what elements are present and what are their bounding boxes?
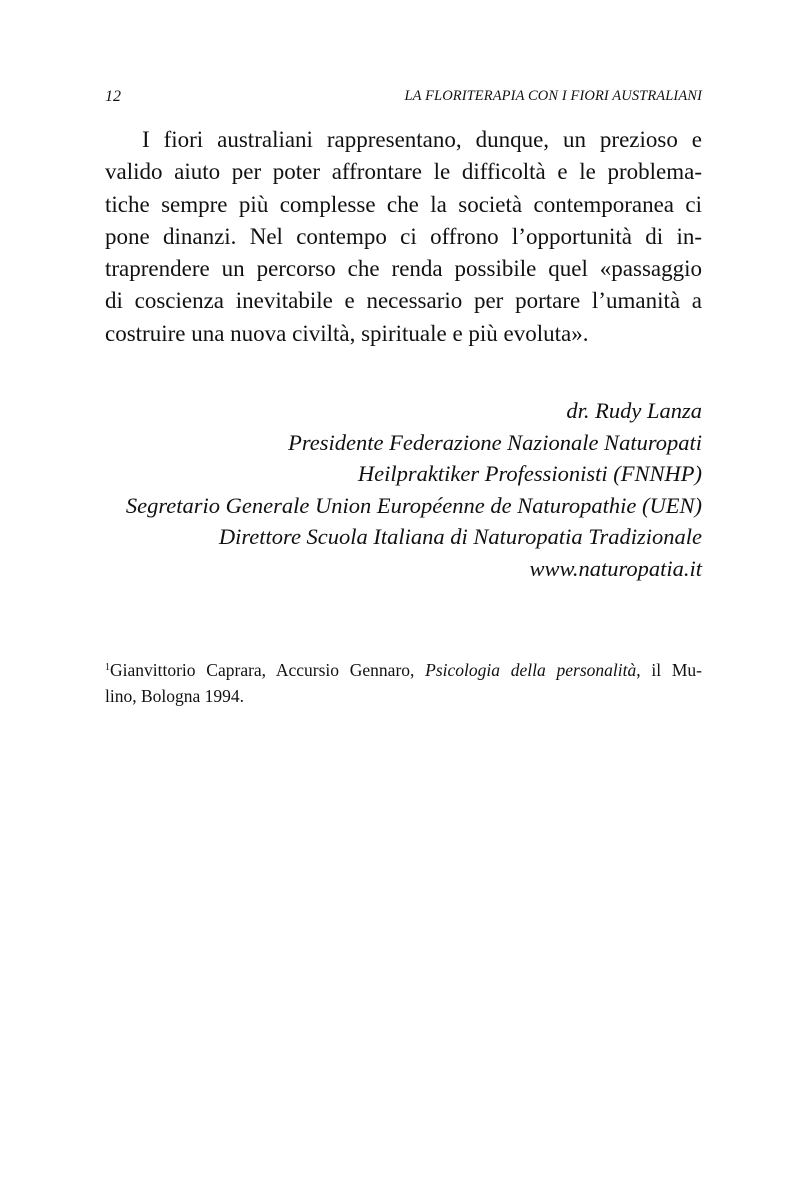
- signature-title: Heilpraktiker Professionisti (FNNHP): [357, 461, 702, 486]
- signature-name: dr. Rudy Lanza: [566, 398, 702, 423]
- running-head: [105, 88, 702, 112]
- body-paragraph: [105, 124, 702, 350]
- body-line: pone dinanzi. Nel contempo ci offrono l’opportunità di in-: [105, 223, 702, 249]
- signature-title: Presidente Federazione Nazionale Naturopati: [288, 429, 702, 455]
- body-line: tiche sempre più complesse che la società contemporanea ci: [105, 191, 702, 217]
- signature-block: [105, 395, 702, 584]
- body-line: valido aiuto per poter affrontare le difficoltà e le problema-: [105, 159, 702, 185]
- footnote-line: lino, Bologna 1994.: [105, 686, 245, 706]
- body-line: di coscienza inevitabile e necessario per portare l’umanità a: [105, 288, 702, 314]
- footnote-publisher: , il Mu-: [636, 660, 702, 680]
- signature-website: www.naturopatia.it: [529, 555, 702, 581]
- footnote-authors: Gianvittorio Caprara, Accursio Gennaro,: [110, 660, 426, 680]
- page-number: 12: [105, 88, 121, 105]
- body-line: traprendere un percorso che renda possibile quel «passaggio: [105, 256, 702, 282]
- footnote-line: [105, 654, 702, 682]
- footnote-marker: 1: [105, 662, 110, 673]
- body-line: costruire una nuova civiltà, spirituale e più evoluta».: [105, 320, 589, 346]
- signature-title: Segretario Generale Union Européenne de Naturopathie (UEN): [125, 492, 702, 518]
- footnote-book-title: Psicologia della personalità: [425, 660, 637, 680]
- body-line: I fiori australiani rappresentano, dunque, un prezioso e: [142, 127, 702, 152]
- footnote: [105, 654, 702, 710]
- running-title: LA FLORITERAPIA CON I FIORI AUSTRALIANI: [404, 88, 702, 104]
- signature-title: Direttore Scuola Italiana di Naturopatia Tradizionale: [218, 524, 702, 549]
